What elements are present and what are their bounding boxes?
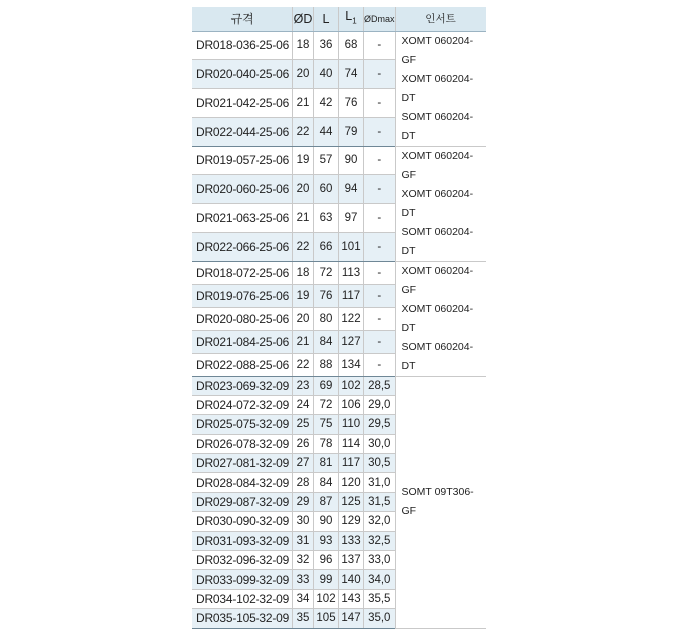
cell-length1: 117 — [339, 284, 364, 307]
cell-dmax: - — [364, 31, 396, 60]
cell-length1: 127 — [339, 330, 364, 353]
cell-spec: DR022-066-25-06 — [192, 232, 293, 261]
table-row — [192, 31, 486, 60]
insert-code: SOMT 060204-DT — [401, 110, 474, 142]
header-length1-sub: 1 — [352, 16, 357, 26]
table-row — [192, 261, 486, 284]
cell-diameter: 27 — [293, 454, 314, 473]
cell-diameter: 22 — [293, 117, 314, 146]
cell-length: 63 — [314, 204, 339, 233]
cell-length1: 129 — [339, 512, 364, 531]
header-insert: 인서트 — [395, 7, 486, 31]
cell-length1: 122 — [339, 307, 364, 330]
cell-diameter: 33 — [293, 570, 314, 589]
cell-length: 69 — [314, 376, 339, 395]
cell-spec: DR023-069-32-09 — [192, 376, 293, 395]
cell-length: 76 — [314, 284, 339, 307]
cell-diameter: 22 — [293, 353, 314, 376]
cell-length: 72 — [314, 261, 339, 284]
cell-spec: DR027-081-32-09 — [192, 454, 293, 473]
cell-spec: DR034-102-32-09 — [192, 589, 293, 608]
header-length1 — [339, 7, 364, 31]
cell-dmax: 35,0 — [364, 609, 396, 628]
cell-length: 102 — [314, 589, 339, 608]
table-header-row — [192, 7, 486, 31]
cell-length1: 134 — [339, 353, 364, 376]
cell-length1: 120 — [339, 473, 364, 492]
cell-dmax: - — [364, 330, 396, 353]
cell-length: 96 — [314, 551, 339, 570]
cell-dmax: - — [364, 307, 396, 330]
cell-insert — [395, 146, 486, 261]
cell-insert — [395, 376, 486, 628]
cell-dmax: 32,5 — [364, 531, 396, 550]
table-body — [192, 31, 486, 628]
insert-code: XOMT 060204-GF — [401, 149, 474, 181]
cell-dmax: 33,0 — [364, 551, 396, 570]
spec-table-container — [192, 7, 486, 629]
cell-diameter: 23 — [293, 376, 314, 395]
cell-spec: DR032-096-32-09 — [192, 551, 293, 570]
drill-spec-table — [192, 7, 486, 629]
cell-diameter: 18 — [293, 31, 314, 60]
cell-dmax: 31,0 — [364, 473, 396, 492]
cell-length: 93 — [314, 531, 339, 550]
cell-spec: DR022-088-25-06 — [192, 353, 293, 376]
cell-length: 66 — [314, 232, 339, 261]
cell-spec: DR028-084-32-09 — [192, 473, 293, 492]
cell-length: 81 — [314, 454, 339, 473]
cell-diameter: 29 — [293, 492, 314, 511]
cell-length1: 74 — [339, 60, 364, 89]
cell-dmax: - — [364, 146, 396, 175]
cell-length1: 143 — [339, 589, 364, 608]
cell-spec: DR025-075-32-09 — [192, 415, 293, 434]
cell-dmax: 32,0 — [364, 512, 396, 531]
cell-diameter: 19 — [293, 146, 314, 175]
cell-length1: 147 — [339, 609, 364, 628]
cell-length: 87 — [314, 492, 339, 511]
header-dmax: ØDmax — [364, 7, 396, 31]
cell-length1: 68 — [339, 31, 364, 60]
cell-dmax: 34,0 — [364, 570, 396, 589]
insert-code: XOMT 060204-GF — [401, 264, 474, 296]
cell-length: 105 — [314, 609, 339, 628]
cell-length: 36 — [314, 31, 339, 60]
cell-diameter: 20 — [293, 307, 314, 330]
cell-dmax: 31,5 — [364, 492, 396, 511]
cell-dmax: 28,5 — [364, 376, 396, 395]
cell-diameter: 20 — [293, 60, 314, 89]
cell-length: 88 — [314, 353, 339, 376]
cell-spec: DR024-072-32-09 — [192, 395, 293, 414]
cell-length1: 125 — [339, 492, 364, 511]
cell-diameter: 21 — [293, 330, 314, 353]
cell-dmax: - — [364, 353, 396, 376]
cell-diameter: 21 — [293, 89, 314, 118]
cell-dmax: 29,0 — [364, 395, 396, 414]
cell-diameter: 22 — [293, 232, 314, 261]
cell-diameter: 20 — [293, 175, 314, 204]
cell-diameter: 34 — [293, 589, 314, 608]
cell-length: 84 — [314, 330, 339, 353]
cell-insert — [395, 31, 486, 146]
cell-spec: DR021-084-25-06 — [192, 330, 293, 353]
cell-spec: DR030-090-32-09 — [192, 512, 293, 531]
cell-spec: DR021-042-25-06 — [192, 89, 293, 118]
cell-length1: 90 — [339, 146, 364, 175]
cell-length1: 94 — [339, 175, 364, 204]
cell-spec: DR020-040-25-06 — [192, 60, 293, 89]
cell-length1: 79 — [339, 117, 364, 146]
cell-spec: DR026-078-32-09 — [192, 434, 293, 453]
cell-length: 80 — [314, 307, 339, 330]
cell-spec: DR031-093-32-09 — [192, 531, 293, 550]
cell-length1: 102 — [339, 376, 364, 395]
cell-dmax: 35,5 — [364, 589, 396, 608]
cell-spec: DR019-076-25-06 — [192, 284, 293, 307]
cell-length: 40 — [314, 60, 339, 89]
cell-spec: DR035-105-32-09 — [192, 609, 293, 628]
insert-code: XOMT 060204-DT — [401, 72, 474, 104]
cell-dmax: - — [364, 175, 396, 204]
insert-code: XOMT 060204-GF — [401, 34, 474, 66]
cell-dmax: - — [364, 204, 396, 233]
insert-code: XOMT 060204-DT — [401, 187, 474, 219]
cell-length: 57 — [314, 146, 339, 175]
cell-spec: DR020-060-25-06 — [192, 175, 293, 204]
cell-length1: 133 — [339, 531, 364, 550]
cell-length: 99 — [314, 570, 339, 589]
cell-length1: 140 — [339, 570, 364, 589]
cell-diameter: 35 — [293, 609, 314, 628]
cell-dmax: - — [364, 117, 396, 146]
cell-dmax: 30,0 — [364, 434, 396, 453]
cell-diameter: 18 — [293, 261, 314, 284]
cell-insert — [395, 261, 486, 376]
cell-length: 75 — [314, 415, 339, 434]
insert-code: SOMT 060204-DT — [401, 225, 474, 257]
cell-diameter: 19 — [293, 284, 314, 307]
cell-length1: 114 — [339, 434, 364, 453]
cell-length1: 101 — [339, 232, 364, 261]
cell-length1: 113 — [339, 261, 364, 284]
cell-dmax: 30,5 — [364, 454, 396, 473]
cell-diameter: 21 — [293, 204, 314, 233]
cell-length: 44 — [314, 117, 339, 146]
cell-length: 90 — [314, 512, 339, 531]
cell-length: 72 — [314, 395, 339, 414]
cell-diameter: 30 — [293, 512, 314, 531]
cell-length1: 110 — [339, 415, 364, 434]
cell-spec: DR021-063-25-06 — [192, 204, 293, 233]
cell-length1: 117 — [339, 454, 364, 473]
cell-length1: 106 — [339, 395, 364, 414]
cell-length: 60 — [314, 175, 339, 204]
cell-dmax: - — [364, 284, 396, 307]
cell-length1: 137 — [339, 551, 364, 570]
cell-spec: DR033-099-32-09 — [192, 570, 293, 589]
cell-diameter: 25 — [293, 415, 314, 434]
cell-diameter: 31 — [293, 531, 314, 550]
insert-code: XOMT 060204-DT — [401, 302, 474, 334]
cell-dmax: - — [364, 261, 396, 284]
cell-diameter: 24 — [293, 395, 314, 414]
cell-spec: DR020-080-25-06 — [192, 307, 293, 330]
cell-spec: DR022-044-25-06 — [192, 117, 293, 146]
table-row — [192, 376, 486, 395]
cell-dmax: 29,5 — [364, 415, 396, 434]
cell-spec: DR029-087-32-09 — [192, 492, 293, 511]
insert-code: SOMT 060204-DT — [401, 340, 474, 372]
table-row — [192, 146, 486, 175]
cell-spec: DR019-057-25-06 — [192, 146, 293, 175]
cell-spec: DR018-072-25-06 — [192, 261, 293, 284]
cell-length: 84 — [314, 473, 339, 492]
cell-spec: DR018-036-25-06 — [192, 31, 293, 60]
cell-length: 42 — [314, 89, 339, 118]
cell-diameter: 26 — [293, 434, 314, 453]
cell-length: 78 — [314, 434, 339, 453]
header-length: L — [314, 7, 339, 31]
cell-dmax: - — [364, 232, 396, 261]
cell-length1: 76 — [339, 89, 364, 118]
header-diameter: ØD — [293, 7, 314, 31]
header-spec: 규격 — [192, 7, 293, 31]
cell-length1: 97 — [339, 204, 364, 233]
cell-dmax: - — [364, 60, 396, 89]
header-length1-main: L — [345, 9, 353, 23]
cell-dmax: - — [364, 89, 396, 118]
insert-code: SOMT 09T306-GF — [401, 486, 474, 518]
cell-diameter: 28 — [293, 473, 314, 492]
cell-diameter: 32 — [293, 551, 314, 570]
